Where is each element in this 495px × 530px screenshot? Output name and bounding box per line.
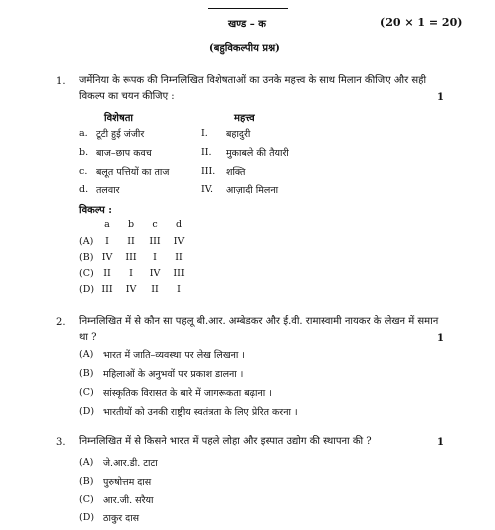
q1-option-cell: II: [103, 268, 111, 279]
q1-column-header-feature: विशेषता: [104, 113, 134, 124]
question-2-number: 2.: [56, 317, 66, 328]
question-3-number: 3.: [56, 437, 66, 448]
q1-grid-header: c: [152, 219, 158, 230]
q2-option-label: (A): [79, 349, 94, 360]
q1-feature-text: बलूत पत्तियों का ताज: [96, 167, 170, 178]
q1-option-cell: I: [105, 236, 109, 247]
q3-option-text: ठाकुर दास: [103, 513, 140, 524]
q1-feature-label: c.: [79, 166, 88, 177]
question-1-number: 1.: [56, 76, 66, 87]
q1-option-cell: IV: [149, 268, 161, 279]
q1-significance-text: मुकाबले की तैयारी: [226, 148, 289, 159]
q1-option-cell: I: [129, 268, 133, 279]
q1-option-label: (C): [79, 268, 94, 279]
q1-option-cell: IV: [173, 236, 185, 247]
section-title-rule: [208, 8, 288, 9]
q1-significance-text: आज़ादी मिलना: [226, 185, 279, 196]
q1-feature-label: b.: [79, 147, 89, 158]
q1-option-cell: IV: [125, 284, 137, 295]
q2-option-label: (D): [79, 406, 95, 417]
q3-option-label: (B): [79, 476, 94, 487]
q1-options-label: विकल्प :: [79, 205, 112, 216]
q1-feature-text: टूटी हुई जंजीर: [96, 129, 145, 140]
q1-option-label: (B): [79, 252, 94, 263]
question-3-mark: 1: [437, 437, 444, 448]
q3-option-text: आर.जी. सरैया: [103, 495, 154, 506]
q1-significance-label: II.: [201, 147, 212, 158]
question-2-mark: 1: [437, 333, 444, 344]
q1-option-cell: II: [151, 284, 159, 295]
q1-option-cell: I: [153, 252, 157, 263]
q1-grid-header: a: [104, 219, 110, 230]
q1-option-cell: III: [125, 252, 137, 263]
q2-option-text: सांस्कृतिक विरासत के बारे में जागरूकता बढ़ाना ।: [103, 388, 272, 399]
q1-option-label: (D): [79, 284, 95, 295]
q1-option-cell: II: [175, 252, 183, 263]
q1-option-cell: III: [173, 268, 185, 279]
question-1-line-1: जर्मेनिया के रूपक की निम्नलिखित विशेषताओं का उनके महत्त्व के साथ मिलान कीजिए और सही: [79, 75, 427, 86]
q1-significance-label: IV.: [201, 184, 213, 195]
q1-option-cell: II: [127, 236, 135, 247]
question-1-mark: 1: [437, 92, 444, 103]
q3-option-label: (D): [79, 512, 95, 523]
q1-significance-text: बहादुरी: [226, 129, 251, 140]
q3-option-text: पुरुषोत्तम दास: [103, 477, 152, 488]
q1-feature-label: a.: [79, 128, 88, 139]
q2-option-text: महिलाओं के अनुभवों पर प्रकाश डालना ।: [103, 369, 244, 380]
question-3-line-1: निम्नलिखित में से किसने भारत में पहले लोहा और इस्पात उद्योग की स्थापना की ?: [79, 436, 372, 447]
q1-feature-label: d.: [79, 184, 89, 195]
q2-option-label: (C): [79, 387, 94, 398]
q1-column-header-significance: महत्त्व: [234, 113, 255, 124]
question-2-line-1: निम्नलिखित में से कौन सा पहलू बी.आर. अम्बेडकर और ई.वी. रामास्वामी नायकर के लेखन में समान: [79, 316, 439, 327]
section-title: खण्ड – क: [228, 19, 266, 30]
q1-option-cell: III: [149, 236, 161, 247]
question-2-line-2: था ?: [79, 332, 97, 343]
q2-option-text: भारत में जाति–व्यवस्था पर लेख लिखना ।: [103, 350, 245, 361]
question-1-line-2: विकल्प का चयन कीजिए :: [79, 91, 175, 102]
q1-option-cell: IV: [101, 252, 113, 263]
q2-option-text: भारतीयों को उनकी राष्ट्रीय स्वतंत्रता के लिए प्रेरित करना ।: [103, 407, 298, 418]
q3-option-label: (A): [79, 457, 94, 468]
q3-option-label: (C): [79, 494, 94, 505]
q1-significance-label: I.: [201, 128, 208, 139]
q1-grid-header: d: [175, 219, 183, 230]
section-marks: (20 × 1 = 20): [380, 16, 463, 29]
q3-option-text: जे.आर.डी. टाटा: [103, 458, 158, 469]
q1-option-cell: III: [101, 284, 113, 295]
q1-significance-label: III.: [201, 166, 216, 177]
section-subtitle: (बहुविकल्पीय प्रश्न): [209, 43, 280, 54]
q1-grid-header: b: [127, 219, 135, 230]
q1-feature-text: तलवार: [96, 185, 120, 196]
q1-significance-text: शक्ति: [226, 167, 246, 178]
q1-option-label: (A): [79, 236, 94, 247]
q1-feature-text: बाज–छाप कवच: [96, 148, 152, 159]
q2-option-label: (B): [79, 368, 94, 379]
q1-option-cell: I: [177, 284, 181, 295]
